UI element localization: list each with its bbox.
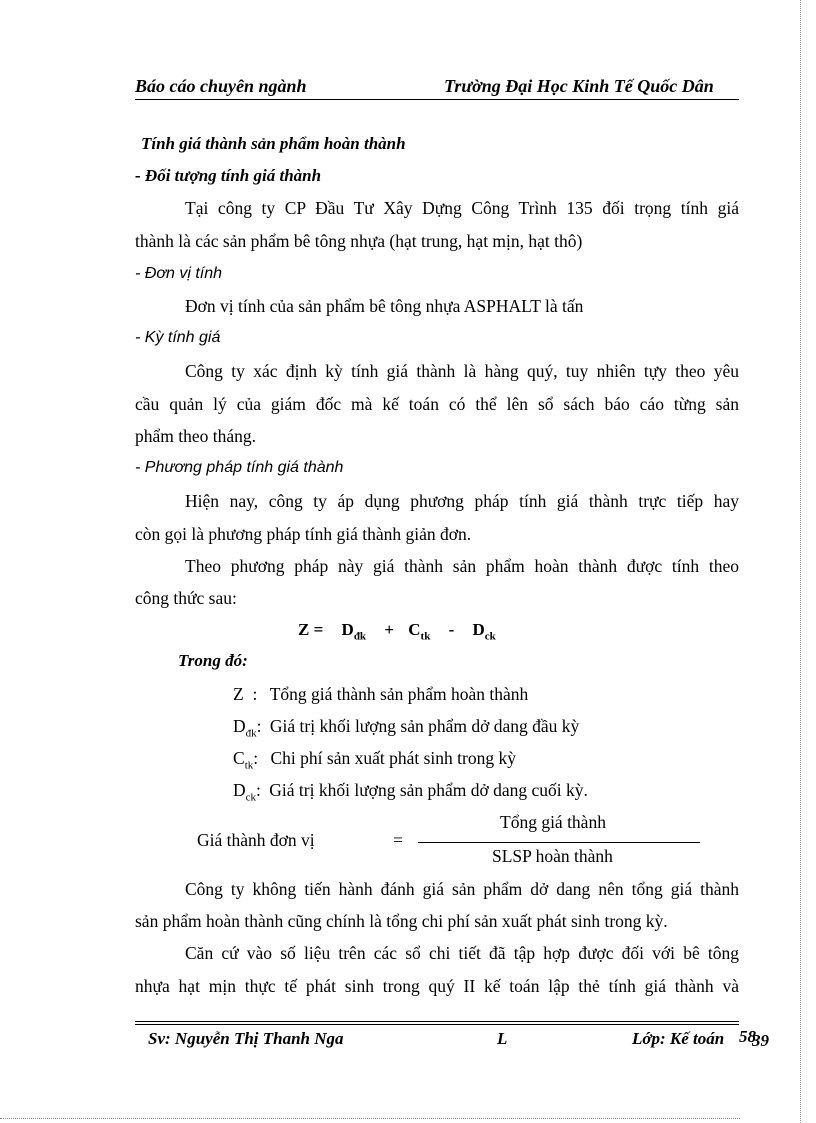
footer-student: Sv: Nguyễn Thị Thanh Nga — [148, 1029, 344, 1048]
fraction-line — [418, 842, 700, 843]
legend-symbol: C — [233, 748, 245, 768]
heading-phuong-phap: - Phương pháp tính giá thành — [135, 459, 344, 476]
paragraph-line: sản phẩm hoàn thành cũng chính là tổng chi phí sản xuất phát sinh trong kỳ. — [135, 911, 668, 931]
unit-price-label: Giá thành đơn vị — [197, 830, 315, 850]
paragraph-line: Căn cứ vào số liệu trên các sổ chi tiết đã tập hợp được đối với bê tông — [185, 943, 739, 963]
legend-sep: : — [256, 780, 261, 800]
legend-item — [233, 684, 528, 705]
paragraph-line: Hiện nay, công ty áp dụng phương pháp tính giá thành trực tiếp hay — [185, 491, 739, 511]
legend-item — [233, 780, 588, 804]
heading-ky-tinh: - Kỳ tính giá — [135, 329, 221, 346]
paragraph-line: cầu quản lý của giám đốc mà kế toán có thể lên sổ sách báo cáo từng sản — [135, 394, 739, 414]
formula-d: D — [341, 620, 354, 639]
footer-mid: L — [497, 1029, 508, 1048]
section-title: Tính giá thành sản phẩm hoàn thành — [141, 134, 406, 153]
crop-mark-right — [800, 0, 801, 1123]
formula-z: Z = — [298, 620, 324, 639]
formula-c: C — [408, 620, 421, 639]
trong-do-label: Trong đó: — [178, 651, 248, 670]
legend-sub: đk — [245, 727, 257, 740]
formula-c-sub: tk — [420, 630, 431, 643]
paragraph-line: phẩm theo tháng. — [135, 426, 257, 446]
heading-doi-tuong: - Đối tượng tính giá thành — [135, 166, 322, 185]
formula-d2-sub: ck — [484, 630, 496, 643]
legend-symbol: D — [233, 716, 246, 736]
cost-formula — [298, 620, 496, 642]
paragraph-line: còn gọi là phương pháp tính giá thành giản đơn. — [135, 524, 472, 544]
crop-mark-bottom — [0, 1118, 740, 1119]
header-rule — [135, 99, 739, 100]
footer-page-b: 39 — [752, 1031, 769, 1050]
legend-sep: : — [253, 748, 259, 768]
unit-price-numerator: Tổng giá thành — [500, 812, 606, 832]
formula-plus: + — [384, 620, 394, 639]
paragraph-line: Theo phương pháp này giá thành sản phẩm hoàn thành được tính theo — [185, 556, 739, 576]
footer-rule — [135, 1024, 739, 1025]
footer-class: Lớp: Kế toán — [632, 1029, 725, 1048]
legend-text: Chi phí sản xuất phát sinh trong kỳ — [270, 748, 516, 768]
legend-text: Giá trị khối lượng sản phẩm dở dang đầu kỳ — [269, 716, 580, 736]
legend-text: Tổng giá thành sản phẩm hoàn thành — [269, 684, 529, 704]
paragraph-line: Công ty xác định kỳ tính giá thành là hàng quý, tuy nhiên tựy theo yêu — [185, 361, 739, 381]
unit-price-denominator: SLSP hoàn thành — [492, 846, 613, 866]
legend-sub: tk — [244, 759, 254, 772]
legend-item — [233, 716, 579, 740]
paragraph-line: Đơn vị tính của sản phẩm bê tông nhựa ASPHALT là tấn — [185, 296, 584, 316]
legend-sep: : — [243, 684, 258, 704]
paragraph-line: Công ty không tiến hành đánh giá sản phẩm dở dang nên tổng giá thành — [185, 879, 739, 899]
legend-symbol: D — [233, 780, 246, 800]
header-left: Báo cáo chuyên ngành — [135, 76, 307, 96]
legend-symbol: Z — [233, 684, 244, 704]
unit-price-equals: = — [393, 830, 403, 850]
paragraph-line: nhựa hạt mịn thực tế phát sinh trong quý II kế toán lập thẻ tính giá thành và — [135, 976, 739, 996]
legend-item — [233, 748, 516, 772]
formula-minus: - — [448, 620, 455, 639]
footer-rule — [135, 1021, 739, 1022]
legend-text: Giá trị khối lượng sản phẩm dở dang cuối kỳ. — [269, 780, 588, 800]
heading-don-vi: - Đơn vị tính — [135, 265, 223, 282]
header-right: Trường Đại Học Kinh Tế Quốc Dân — [444, 76, 714, 96]
paragraph-line: Tại công ty CP Đầu Tư Xây Dựng Công Trình 135 đối trọng tính giá — [185, 198, 739, 218]
formula-d-sub: đk — [353, 630, 367, 643]
formula-d2: D — [472, 620, 485, 639]
legend-sep: : — [256, 716, 262, 736]
footer-page-a: 58 — [739, 1027, 756, 1046]
paragraph-line: thành là các sản phẩm bê tông nhựa (hạt trung, hạt mịn, hạt thô) — [135, 231, 583, 251]
legend-sub: ck — [245, 791, 257, 804]
paragraph-line: công thức sau: — [135, 588, 237, 608]
